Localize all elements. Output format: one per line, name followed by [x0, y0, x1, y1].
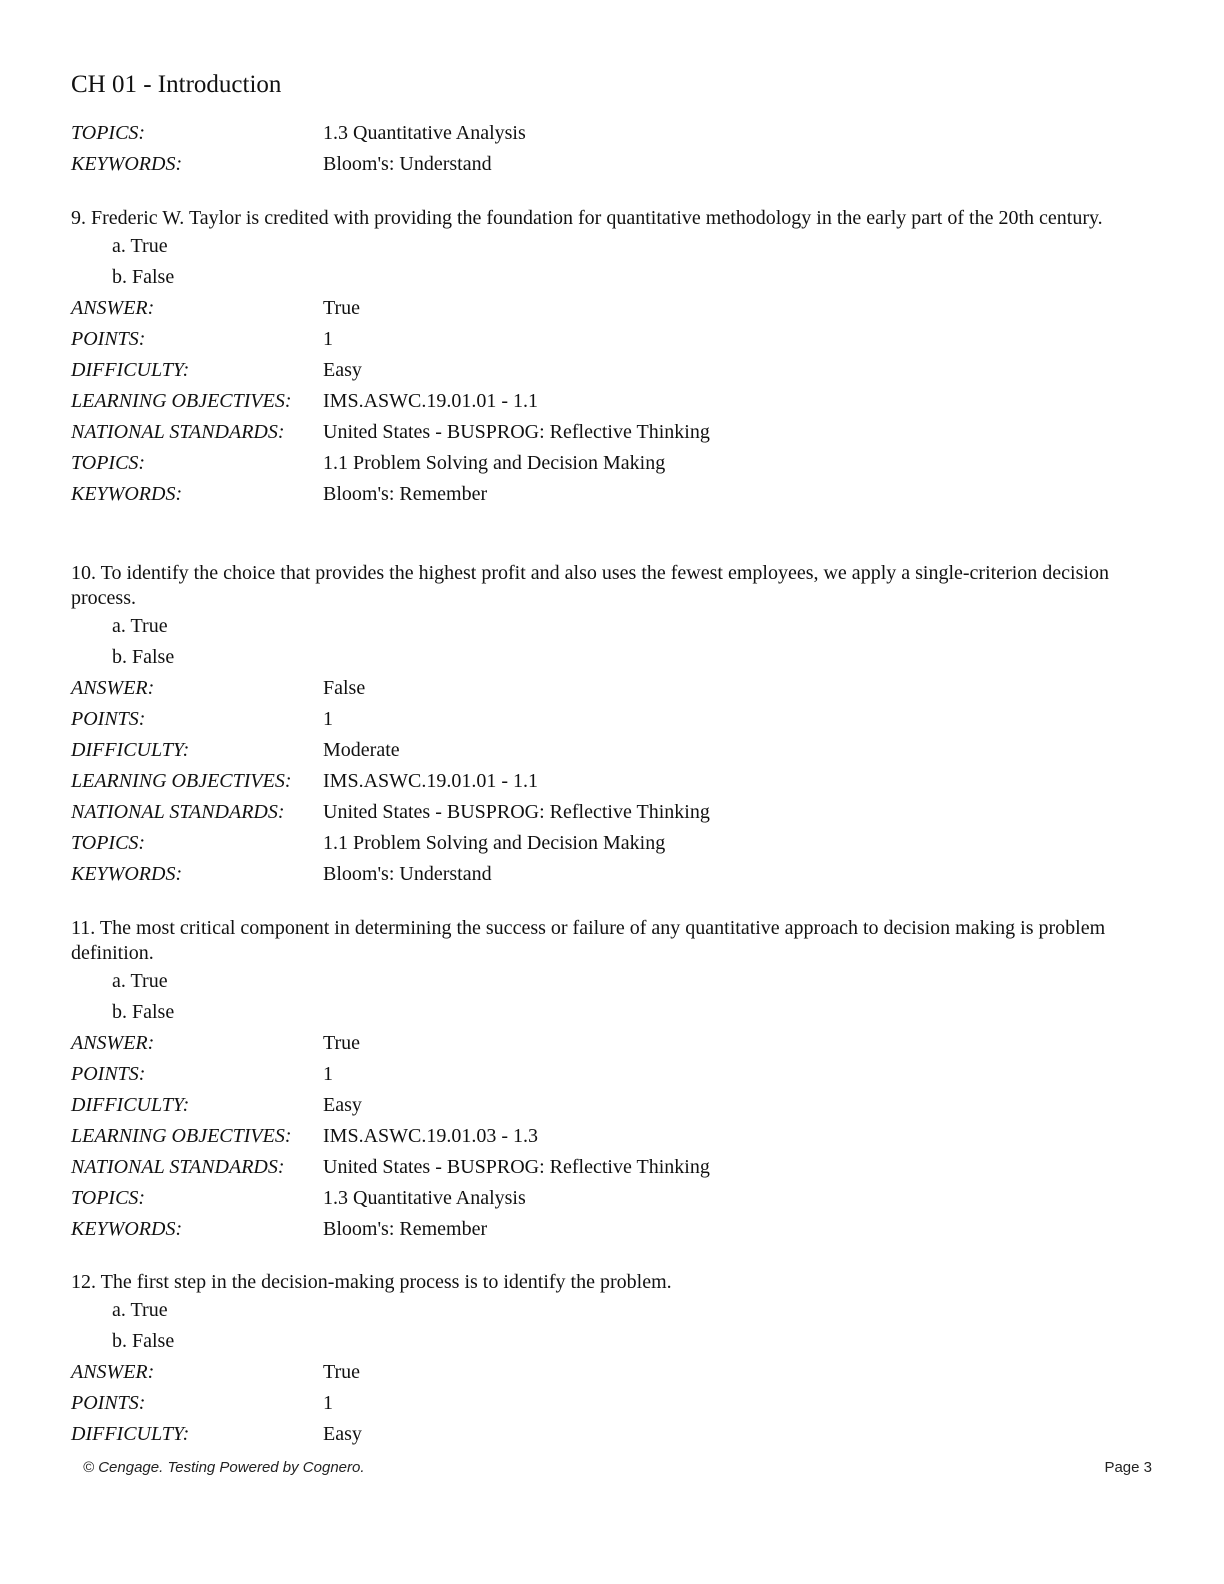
meta-label: NATIONAL STANDARDS:	[71, 1156, 285, 1178]
meta-row	[71, 828, 1161, 859]
meta-label: ANSWER:	[71, 1032, 155, 1054]
question-11	[71, 916, 1161, 1245]
meta-row	[71, 293, 1161, 324]
question-9	[71, 206, 1161, 510]
copyright-text: © Cengage. Testing Powered by Cognero.	[83, 1459, 365, 1476]
page-number: Page 3	[1104, 1459, 1152, 1476]
meta-label: POINTS:	[71, 1063, 146, 1085]
meta-label: POINTS:	[71, 328, 146, 350]
meta-value: United States - BUSPROG: Reflective Thinking	[323, 421, 710, 443]
meta-value: 1	[323, 708, 333, 730]
meta-row	[71, 1357, 1161, 1388]
meta-label: TOPICS:	[71, 452, 146, 474]
meta-row	[71, 1214, 1161, 1245]
meta-row	[71, 1121, 1161, 1152]
meta-label: KEYWORDS:	[71, 483, 183, 505]
meta-row	[71, 355, 1161, 386]
answer-options	[71, 966, 1161, 1028]
meta-value: True	[323, 1032, 361, 1054]
meta-label: ANSWER:	[71, 1361, 155, 1383]
meta-row	[71, 1028, 1161, 1059]
meta-label: ANSWER:	[71, 677, 155, 699]
answer-options	[71, 1295, 1161, 1357]
meta-label: DIFFICULTY:	[71, 1094, 190, 1116]
meta-value: United States - BUSPROG: Reflective Thinking	[323, 801, 710, 823]
meta-label: DIFFICULTY:	[71, 739, 190, 761]
meta-label: POINTS:	[71, 1392, 146, 1414]
meta-row	[71, 673, 1161, 704]
meta-value: IMS.ASWC.19.01.01 - 1.1	[323, 770, 539, 792]
meta-label: DIFFICULTY:	[71, 359, 190, 381]
question-12	[71, 1270, 1161, 1450]
meta-value: Moderate	[323, 739, 400, 761]
meta-value: 1.3 Quantitative Analysis	[323, 1187, 526, 1209]
answer-option: a. True	[112, 235, 168, 257]
meta-label: ANSWER:	[71, 297, 155, 319]
continued-meta	[71, 118, 1161, 180]
meta-row	[71, 324, 1161, 355]
answer-options	[71, 611, 1161, 673]
meta-value: 1.1 Problem Solving and Decision Making	[323, 452, 666, 474]
meta-value: IMS.ASWC.19.01.01 - 1.1	[323, 390, 539, 412]
meta-row	[71, 479, 1161, 510]
meta-row	[71, 118, 1161, 149]
meta-row	[71, 797, 1161, 828]
meta-value: 1.1 Problem Solving and Decision Making	[323, 832, 666, 854]
answer-option: b. False	[112, 646, 175, 668]
meta-row	[71, 149, 1161, 180]
meta-label: TOPICS:	[71, 832, 146, 854]
meta-label: LEARNING OBJECTIVES:	[71, 770, 292, 792]
meta-row	[71, 704, 1161, 735]
meta-value: True	[323, 1361, 361, 1383]
meta-label: NATIONAL STANDARDS:	[71, 801, 285, 823]
meta-label: KEYWORDS:	[71, 863, 183, 885]
question-text: 10. To identify the choice that provides the highest profit and also uses the fewest employees, we apply a single-criterion decision process.	[71, 562, 1109, 609]
question-text: 11. The most critical component in determining the success or failure of any quantitative approach to decision making is problem definition.	[71, 917, 1106, 964]
meta-row	[71, 1059, 1161, 1090]
meta-row	[71, 1152, 1161, 1183]
meta-value: Bloom's: Understand	[323, 153, 492, 175]
meta-label: KEYWORDS:	[71, 153, 183, 175]
meta-value: Bloom's: Remember	[323, 483, 488, 505]
answer-option: b. False	[112, 1330, 175, 1352]
meta-value: 1	[323, 328, 333, 350]
meta-value: Bloom's: Remember	[323, 1218, 488, 1240]
meta-value: 1.3 Quantitative Analysis	[323, 122, 526, 144]
meta-label: TOPICS:	[71, 1187, 146, 1209]
answer-options	[71, 231, 1161, 293]
meta-label: POINTS:	[71, 708, 146, 730]
meta-label: KEYWORDS:	[71, 1218, 183, 1240]
meta-row	[71, 1419, 1161, 1450]
meta-label: TOPICS:	[71, 122, 146, 144]
answer-option: b. False	[112, 266, 175, 288]
meta-row	[71, 735, 1161, 766]
answer-option: a. True	[112, 970, 168, 992]
meta-row	[71, 417, 1161, 448]
question-10	[71, 561, 1161, 890]
meta-row	[71, 859, 1161, 890]
meta-label: LEARNING OBJECTIVES:	[71, 1125, 292, 1147]
meta-row	[71, 1090, 1161, 1121]
question-meta	[71, 1357, 1161, 1450]
meta-label: LEARNING OBJECTIVES:	[71, 390, 292, 412]
meta-value: Easy	[323, 359, 362, 381]
meta-value: 1	[323, 1063, 333, 1085]
meta-row	[71, 1183, 1161, 1214]
question-meta	[71, 673, 1161, 890]
meta-value: Easy	[323, 1423, 362, 1445]
question-meta	[71, 1028, 1161, 1245]
question-text: 9. Frederic W. Taylor is credited with providing the foundation for quantitative methodology in the early part of the 20th century.	[71, 207, 1103, 229]
meta-value: IMS.ASWC.19.01.03 - 1.3	[323, 1125, 539, 1147]
page-footer	[83, 1459, 1152, 1476]
answer-option: a. True	[112, 615, 168, 637]
meta-value: United States - BUSPROG: Reflective Thinking	[323, 1156, 710, 1178]
meta-value: Bloom's: Understand	[323, 863, 492, 885]
meta-row	[71, 386, 1161, 417]
meta-row	[71, 766, 1161, 797]
question-text: 12. The first step in the decision-making process is to identify the problem.	[71, 1271, 672, 1293]
meta-value: False	[323, 677, 366, 699]
meta-row	[71, 448, 1161, 479]
meta-value: 1	[323, 1392, 333, 1414]
meta-value: True	[323, 297, 361, 319]
page-title: CH 01 - Introduction	[71, 71, 282, 98]
question-meta	[71, 293, 1161, 510]
meta-label: NATIONAL STANDARDS:	[71, 421, 285, 443]
meta-value: Easy	[323, 1094, 362, 1116]
meta-row	[71, 1388, 1161, 1419]
meta-label: DIFFICULTY:	[71, 1423, 190, 1445]
answer-option: b. False	[112, 1001, 175, 1023]
answer-option: a. True	[112, 1299, 168, 1321]
